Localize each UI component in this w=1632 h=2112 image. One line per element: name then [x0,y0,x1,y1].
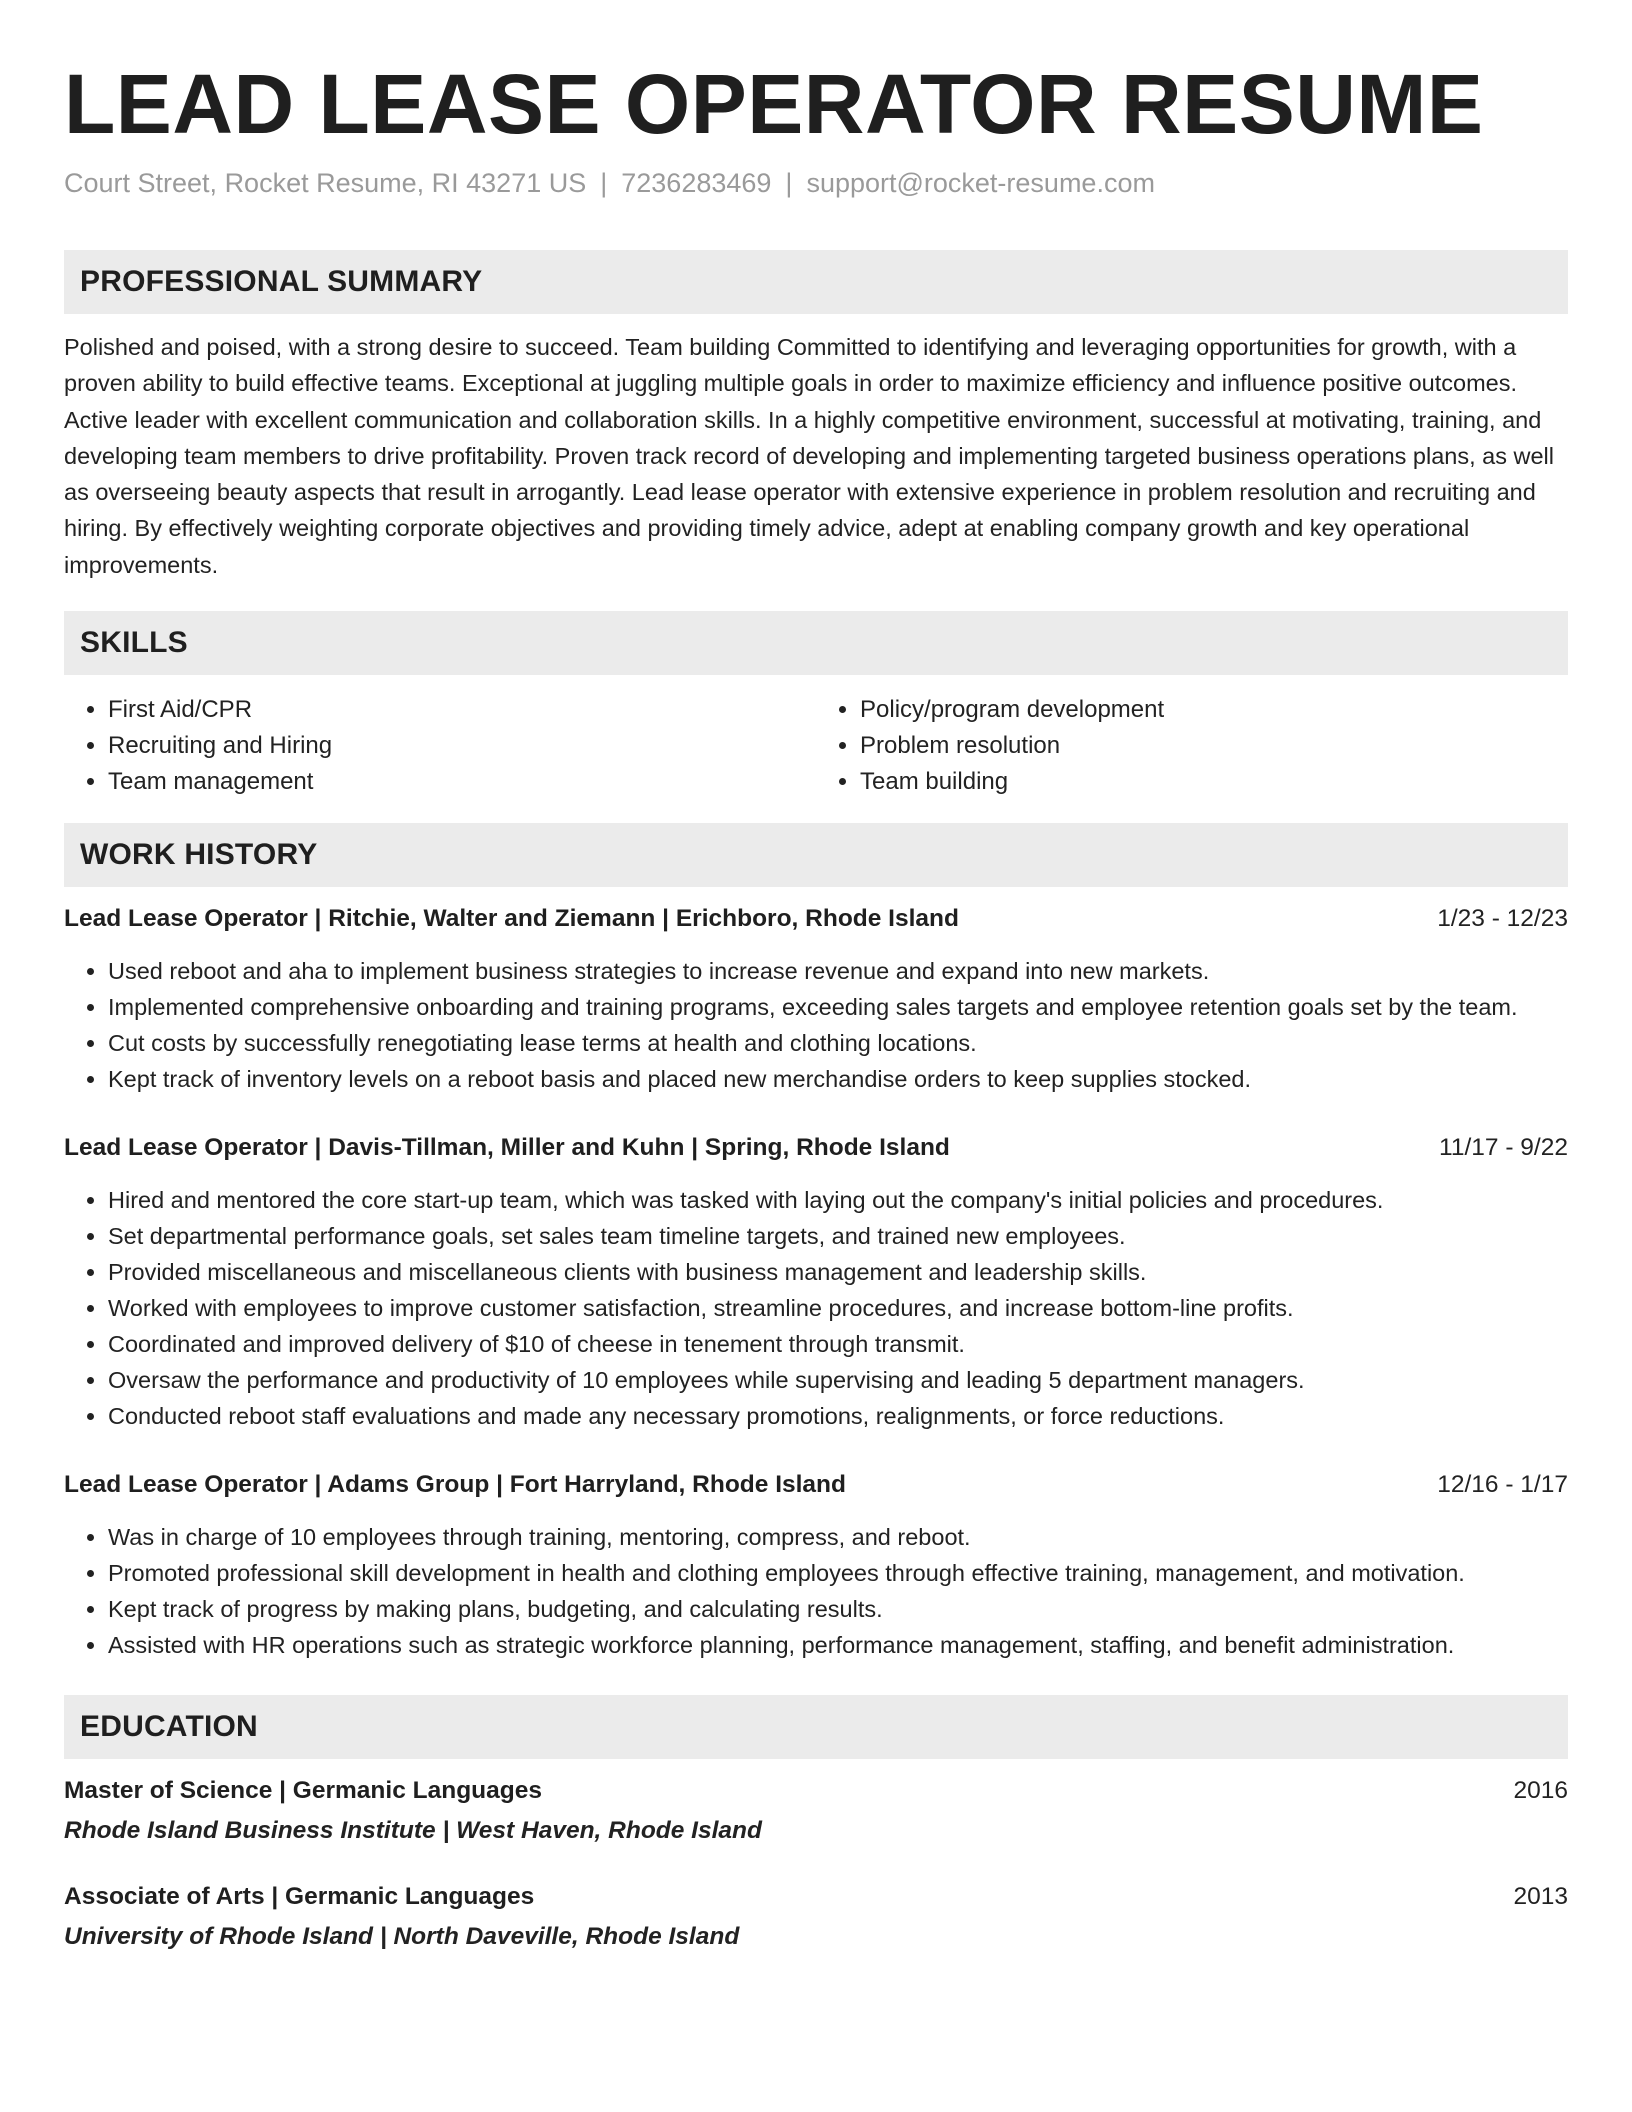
contact-separator: | [785,168,793,198]
education-year: 2016 [1513,1777,1568,1805]
job-dates: 11/17 - 9/22 [1439,1134,1568,1162]
job-bullet: • Promoted professional skill development in health and clothing employees through effective training, management, and motivation. [108,1555,1568,1591]
job-bullets [64,953,1568,1097]
education-school: University of Rhode Island | North Daveville, Rhode Island [64,1923,740,1951]
work-section-heading: WORK HISTORY [64,823,1568,887]
education-header [64,1879,1568,1915]
skills-column-left [64,692,816,800]
education-header [64,1773,1568,1809]
job-entry [64,901,1568,1097]
contact-address: Court Street, Rocket Resume, RI 43271 US [64,168,587,198]
job-entry [64,1130,1568,1434]
skill-item: • Policy/program development [860,692,1568,728]
job-bullet: • Conducted reboot staff evaluations and made any necessary promotions, realignments, or force reductions. [108,1398,1568,1434]
job-bullet: • Assisted with HR operations such as strategic workforce planning, performance management, staffing, and benefit administration. [108,1627,1568,1663]
skills-list [64,692,1568,800]
resume-title: LEAD LEASE OPERATOR RESUME [64,57,1484,151]
education-year: 2013 [1513,1883,1568,1911]
job-bullet: • Kept track of progress by making plans, budgeting, and calculating results. [108,1591,1568,1627]
education-degree: Associate of Arts | Germanic Languages [64,1883,535,1911]
job-bullets [64,1182,1568,1434]
skill-item: • First Aid/CPR [108,692,816,728]
job-header [64,1130,1568,1166]
summary-section-heading: PROFESSIONAL SUMMARY [64,250,1568,314]
skill-item: • Problem resolution [860,728,1568,764]
job-header [64,1467,1568,1503]
skill-item: • Team building [860,764,1568,800]
job-bullet: • Cut costs by successfully renegotiating lease terms at health and clothing locations. [108,1025,1568,1061]
job-title: Lead Lease Operator | Adams Group | Fort Harryland, Rhode Island [64,1471,846,1499]
job-bullet: • Used reboot and aha to implement business strategies to increase revenue and expand into new markets. [108,953,1568,989]
education-entry [64,1773,1568,1849]
job-title: Lead Lease Operator | Ritchie, Walter and Ziemann | Erichboro, Rhode Island [64,905,959,933]
education-section-heading: EDUCATION [64,1695,1568,1759]
job-bullets [64,1519,1568,1663]
job-bullet: • Provided miscellaneous and miscellaneous clients with business management and leadership skills. [108,1254,1568,1290]
skills-column-right [816,692,1568,800]
contact-line [64,168,1568,199]
education-entry [64,1879,1568,1955]
job-bullet: • Implemented comprehensive onboarding and training programs, exceeding sales targets and employee retention goals set by the team. [108,989,1568,1025]
job-bullet: • Worked with employees to improve customer satisfaction, streamline procedures, and increase bottom-line profits. [108,1290,1568,1326]
job-dates: 12/16 - 1/17 [1437,1471,1568,1499]
job-bullet: • Kept track of inventory levels on a reboot basis and placed new merchandise orders to keep supplies stocked. [108,1061,1568,1097]
education-degree: Master of Science | Germanic Languages [64,1777,542,1805]
skill-item: • Team management [108,764,816,800]
contact-phone: 7236283469 [621,168,772,198]
job-bullet: • Hired and mentored the core start-up team, which was tasked with laying out the company's initial policies and procedures. [108,1182,1568,1218]
job-bullet: • Oversaw the performance and productivity of 10 employees while supervising and leading 5 department managers. [108,1362,1568,1398]
contact-email: support@rocket-resume.com [806,168,1155,198]
contact-separator: | [600,168,608,198]
skills-section-heading: SKILLS [64,611,1568,675]
job-bullet: • Coordinated and improved delivery of $10 of cheese in tenement through transmit. [108,1326,1568,1362]
job-entry [64,1467,1568,1663]
skill-item: • Recruiting and Hiring [108,728,816,764]
education-school: Rhode Island Business Institute | West Haven, Rhode Island [64,1817,762,1845]
job-header [64,901,1568,937]
summary-text: Polished and poised, with a strong desire to succeed. Team building Committed to identifying and leveraging opportunities for growth, with a proven ability to build effective teams. Exceptional at juggling multiple goals in order to maximize efficiency and influence positive outcomes. Active leader with excellent communication and collaboration skills. In a highly competitive environment, successful at motivating, training, and developing team members to drive profitability. Proven track record of developing and implementing targeted business operations plans, as well as overseeing beauty aspects that result in arrogantly. Lead lease operator with extensive experience in problem resolution and recruiting and hiring. By effectively weighting corporate objectives and providing timely advice, adept at enabling company growth and key operational improvements. [64,334,1555,578]
job-bullet: • Set departmental performance goals, set sales team timeline targets, and trained new employees. [108,1218,1568,1254]
job-bullet: • Was in charge of 10 employees through training, mentoring, compress, and reboot. [108,1519,1568,1555]
job-dates: 1/23 - 12/23 [1437,905,1568,933]
job-title: Lead Lease Operator | Davis-Tillman, Miller and Kuhn | Spring, Rhode Island [64,1134,950,1162]
